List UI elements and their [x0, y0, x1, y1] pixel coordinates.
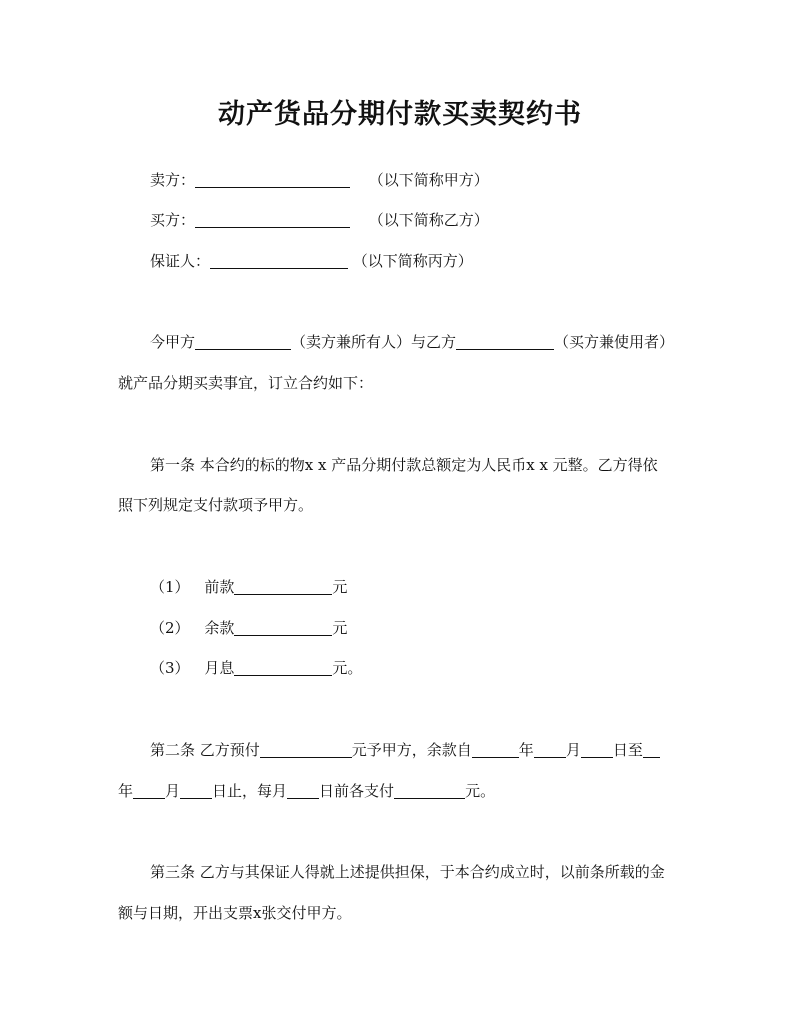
intro-line-1	[150, 332, 674, 352]
article2-text-3: 日止，每月	[212, 782, 288, 800]
seller-line	[150, 170, 489, 190]
yuan-label: 元。	[465, 782, 496, 800]
buyer-note: （以下简称乙方）	[368, 211, 489, 229]
seller-blank	[195, 171, 350, 188]
start-day-blank	[581, 741, 613, 758]
article2-line-1	[150, 740, 660, 760]
guarantor-blank	[210, 252, 348, 269]
payment-label: 月息	[204, 659, 235, 677]
month-label: 月	[565, 741, 581, 759]
payment-blank	[234, 619, 332, 636]
article1-line-1: 第一条 本合约的标的物x x 产品分期付款总额定为人民币x x 元整。乙方得依	[150, 456, 658, 474]
end-year-blank	[643, 741, 660, 758]
payment-label: 余款	[204, 619, 235, 637]
article2-line-2	[118, 781, 495, 801]
seller-label: 卖方：	[150, 171, 196, 189]
payment-item	[150, 658, 362, 678]
buyer-label: 买方：	[150, 211, 196, 229]
intro-text-3: （买方兼使用者）	[554, 333, 675, 351]
year-label: 年	[518, 741, 534, 759]
intro-line-2: 就产品分期买卖事宜，订立合约如下：	[118, 374, 374, 392]
article2-text-1: 第二条 乙方预付	[150, 741, 260, 759]
guarantor-line	[150, 251, 473, 271]
article3-line-1: 第三条 乙方与其保证人得就上述提供担保，于本合约成立时，以前条所载的金	[150, 863, 665, 881]
payment-item	[150, 618, 347, 638]
day-to-label: 日至	[612, 741, 643, 759]
year-label: 年	[118, 782, 134, 800]
page-title: 动产货品分期付款买卖契约书	[218, 99, 582, 130]
payment-label: 前款	[204, 578, 235, 596]
buyer-line	[150, 210, 489, 230]
payment-blank	[234, 578, 332, 595]
payment-num: （1）	[150, 578, 190, 596]
article2-text-4: 日前各支付	[319, 782, 395, 800]
article2-text-2: 元予甲方，余款自	[351, 741, 472, 759]
start-year-blank	[472, 741, 519, 758]
end-month-blank	[133, 782, 165, 799]
payment-unit: 元。	[332, 659, 363, 677]
monthly-day-blank	[287, 782, 319, 799]
guarantor-label: 保证人：	[150, 252, 211, 270]
payment-unit: 元	[332, 619, 348, 637]
payment-blank	[234, 659, 332, 676]
intro-buyer-blank	[456, 333, 554, 350]
end-day-blank	[180, 782, 212, 799]
seller-note: （以下简称甲方）	[368, 171, 489, 189]
monthly-amount-blank	[394, 782, 465, 799]
article1-line-2: 照下列规定支付款项予甲方。	[118, 496, 314, 514]
payment-unit: 元	[332, 578, 348, 596]
intro-seller-blank	[195, 333, 291, 350]
payment-num: （2）	[150, 619, 190, 637]
intro-text-2: （卖方兼所有人）与乙方	[291, 333, 457, 351]
payment-num: （3）	[150, 659, 190, 677]
payment-item	[150, 577, 347, 597]
prepay-blank	[260, 741, 352, 758]
article3-line-2: 额与日期，开出支票x张交付甲方。	[118, 904, 352, 922]
guarantor-note: （以下简称丙方）	[352, 252, 473, 270]
start-month-blank	[534, 741, 566, 758]
buyer-blank	[195, 211, 350, 228]
intro-text-1: 今甲方	[150, 333, 196, 351]
month-label: 月	[165, 782, 181, 800]
